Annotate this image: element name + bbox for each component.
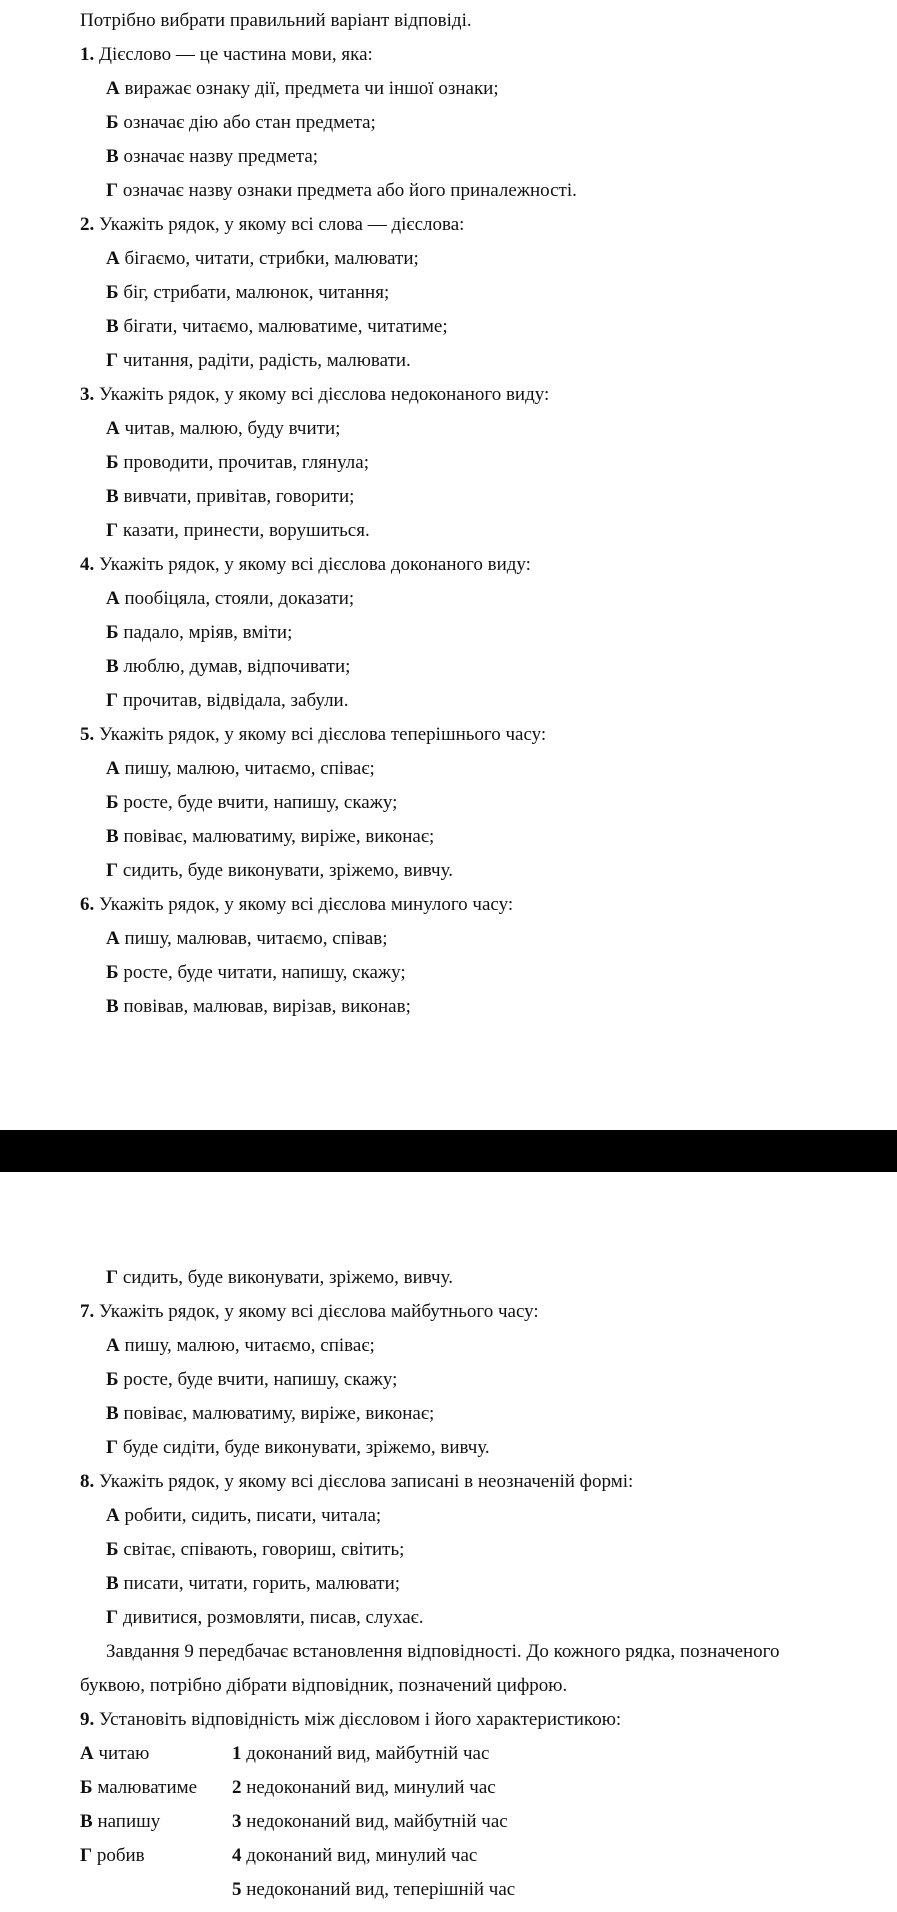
option-4d: Г прочитав, відвідала, забули.	[106, 690, 349, 711]
question-3: 3. Укажіть рядок, у якому всі дієслова недоконаного виду:	[80, 384, 550, 405]
option-7d: Г буде сидіти, буде виконувати, зріжемо, вивчу.	[106, 1437, 490, 1458]
question-4: 4. Укажіть рядок, у якому всі дієслова доконаного виду:	[80, 554, 531, 575]
option-4b: Б падало, мріяв, вміти;	[106, 622, 293, 643]
option-5b: Б росте, буде вчити, напишу, скажу;	[106, 792, 398, 813]
match-left-b: Б малюватиме	[80, 1777, 198, 1798]
option-7b: Б росте, буде вчити, напишу, скажу;	[106, 1369, 398, 1390]
option-6d: Г сидить, буде виконувати, зріжемо, вивчу.	[106, 1267, 453, 1288]
option-2d: Г читання, радіти, радість, малювати.	[106, 350, 411, 371]
match-right-1: 1 доконаний вид, майбутній час	[232, 1743, 490, 1764]
option-4a: А пообіцяла, стояли, доказати;	[106, 588, 355, 609]
match-right-5: 5 недоконаний вид, теперішній час	[232, 1879, 516, 1900]
option-1c: В означає назву предмета;	[106, 146, 319, 167]
page-separator-bar	[0, 1130, 897, 1172]
option-3a: А читав, малюю, буду вчити;	[106, 418, 341, 439]
option-1a: А виражає ознаку дії, предмета чи іншої ознаки;	[106, 78, 499, 99]
match-right-4: 4 доконаний вид, минулий час	[232, 1845, 478, 1866]
option-1d: Г означає назву ознаки предмета або його приналежності.	[106, 180, 577, 201]
option-8c: В писати, читати, горить, малювати;	[106, 1573, 401, 1594]
match-right-3: 3 недоконаний вид, майбутній час	[232, 1811, 508, 1832]
question-8: 8. Укажіть рядок, у якому всі дієслова записані в неозначеній формі:	[80, 1471, 634, 1492]
option-6b: Б росте, буде читати, напишу, скажу;	[106, 962, 406, 983]
option-5a: А пишу, малюю, читаємо, співає;	[106, 758, 375, 779]
intro-text: Потрібно вибрати правильний варіант відповіді.	[80, 10, 472, 31]
match-left-d: Г робив	[80, 1845, 145, 1866]
option-2c: В бігати, читаємо, малюватиме, читатиме;	[106, 316, 448, 337]
option-6c: В повівав, малював, вирізав, виконав;	[106, 996, 411, 1017]
question-7: 7. Укажіть рядок, у якому всі дієслова майбутнього часу:	[80, 1301, 539, 1322]
option-3c: В вивчати, привітав, говорити;	[106, 486, 355, 507]
option-7a: А пишу, малюю, читаємо, співає;	[106, 1335, 375, 1356]
option-8d: Г дивитися, розмовляти, писав, слухає.	[106, 1607, 424, 1628]
document-page-bottom	[0, 1172, 897, 1912]
question-1	[80, 44, 373, 66]
option-4c: В люблю, думав, відпочивати;	[106, 656, 351, 677]
option-5d: Г сидить, буде виконувати, зріжемо, вивчу.	[106, 860, 453, 881]
question-6: 6. Укажіть рядок, у якому всі дієслова минулого часу:	[80, 894, 514, 915]
option-8a: А робити, сидить, писати, читала;	[106, 1505, 382, 1526]
option-8b: Б світає, співають, говориш, світить;	[106, 1539, 405, 1560]
option-2b: Б біг, стрибати, малюнок, читання;	[106, 282, 390, 303]
match-left-c: В напишу	[80, 1811, 161, 1832]
task9-intro-line1: Завдання 9 передбачає встановлення відповідності. До кожного рядка, позначеного	[106, 1641, 780, 1662]
match-right-2: 2 недоконаний вид, минулий час	[232, 1777, 496, 1798]
option-7c: В повіває, малюватиму, виріже, виконає;	[106, 1403, 435, 1424]
option-6a: А пишу, малював, читаємо, співав;	[106, 928, 388, 949]
question-text: Дієслово — це частина мови, яка:	[99, 44, 373, 65]
question-5: 5. Укажіть рядок, у якому всі дієслова теперішнього часу:	[80, 724, 547, 745]
question-2: 2. Укажіть рядок, у якому всі слова — дієслова:	[80, 214, 465, 235]
option-1b: Б означає дію або стан предмета;	[106, 112, 376, 133]
option-5c: В повіває, малюватиму, виріже, виконає;	[106, 826, 435, 847]
match-left-a: А читаю	[80, 1743, 150, 1764]
question-number: 1.	[80, 44, 95, 65]
option-3d: Г казати, принести, ворушиться.	[106, 520, 370, 541]
task9-intro-line2: буквою, потрібно дібрати відповідник, позначений цифрою.	[80, 1675, 568, 1696]
option-3b: Б проводити, прочитав, глянула;	[106, 452, 369, 473]
option-2a: А бігаємо, читати, стрибки, малювати;	[106, 248, 419, 269]
question-9: 9. Установіть відповідність між дієсловом і його характеристикою:	[80, 1709, 622, 1730]
